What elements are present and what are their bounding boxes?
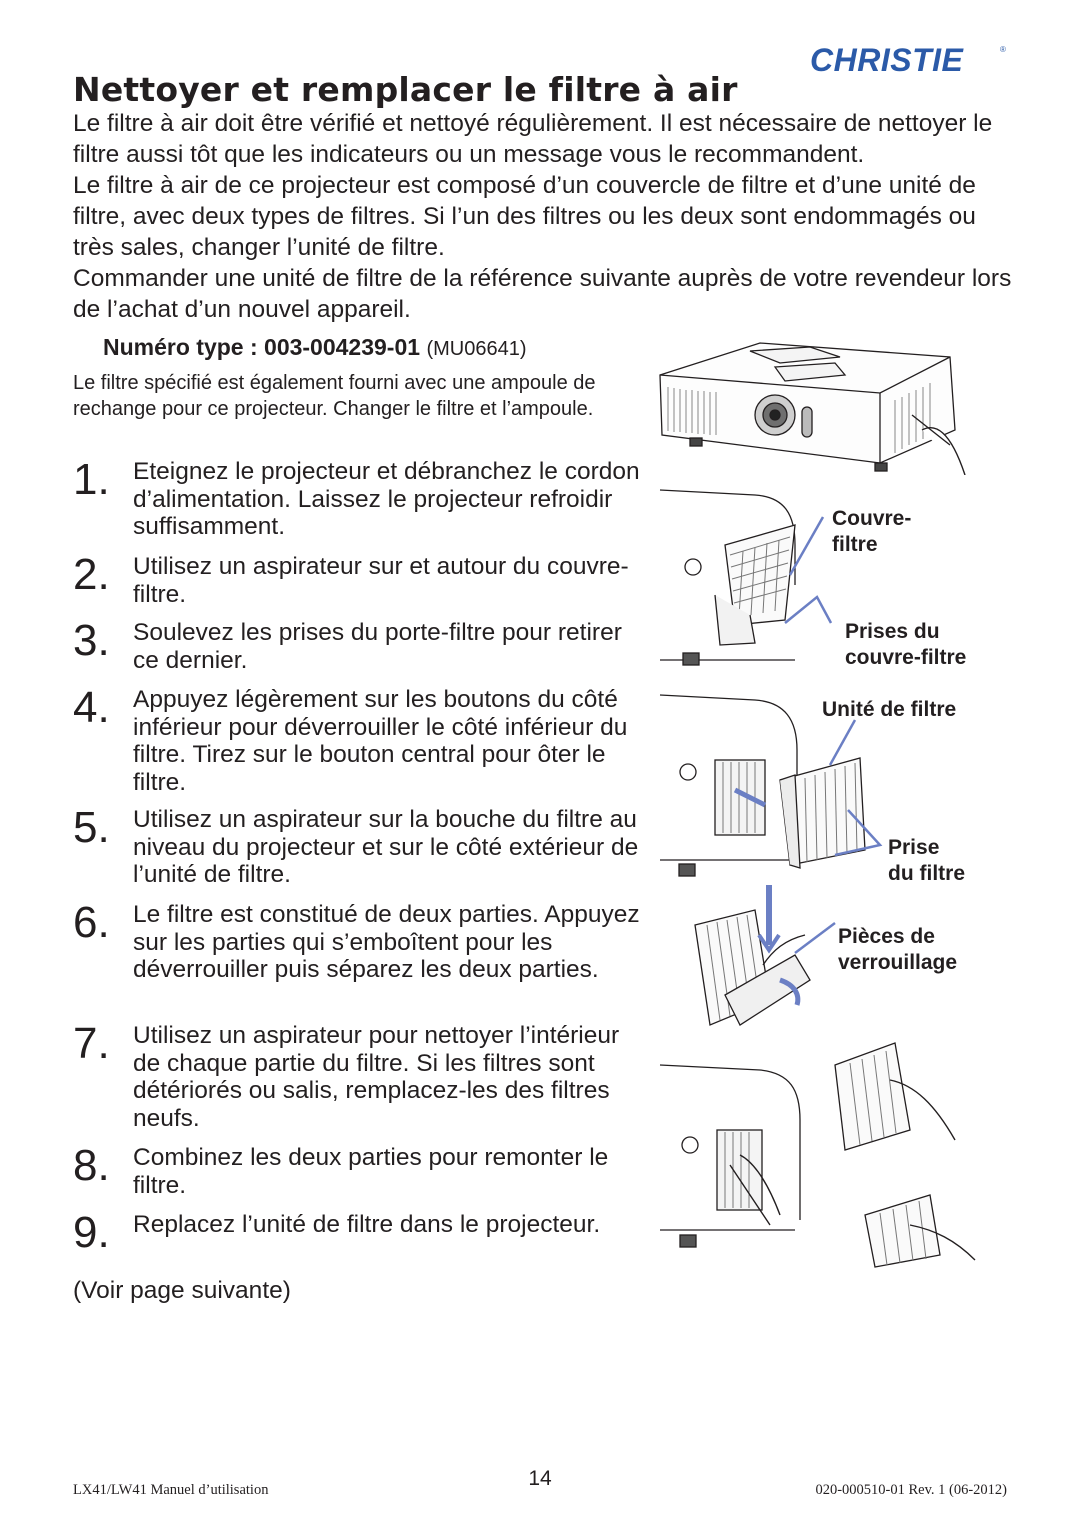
step-text: Utilisez un aspirateur sur et autour du couvre-filtre. <box>133 553 629 608</box>
step-number: 6. <box>73 898 110 947</box>
intro-paragraph-2: Le filtre à air de ce projecteur est composé d’un couvercle de filtre et d’une unité de filtre, avec deux types de filtres. Si l’un des filtres ou les deux sont endommagés ou très sales, changer l’unité de filtre. <box>73 172 976 261</box>
label-cover-line2: filtre <box>832 533 878 556</box>
step-text: Soulevez les prises du porte-filtre pour retirer ce dernier. <box>133 619 622 674</box>
label-filter-unit: Unité de filtre <box>822 698 957 721</box>
vacuum-cleaning-illustration <box>655 1035 985 1275</box>
step-number: 7. <box>73 1019 110 1068</box>
page-title: Nettoyer et remplacer le filtre à air <box>73 70 738 109</box>
step-text: Replacez l’unité de filtre dans le projecteur. <box>133 1211 601 1238</box>
projector-overview-illustration <box>650 335 980 475</box>
step-number: 3. <box>73 616 110 665</box>
step-text: Eteignez le projecteur et débranchez le cordon d’alimentation. Laissez le projecteur refroidir suffisamment. <box>133 458 640 540</box>
intro-paragraph-3: Commander une unité de filtre de la référence suivante auprès de votre revendeur lors de l’achat d’un nouvel appareil. <box>73 265 1012 323</box>
christie-logo <box>810 42 1010 76</box>
part-number <box>103 334 527 361</box>
logo-wordmark: CHRISTIE <box>810 42 964 76</box>
step-number: 9. <box>73 1208 110 1257</box>
step-number: 1. <box>73 455 110 504</box>
step-number: 4. <box>73 683 110 732</box>
label-knob-line2: du filtre <box>888 862 965 885</box>
step-text: Combinez les deux parties pour remonter le filtre. <box>133 1144 609 1199</box>
footer-manual-title: LX41/LW41 Manuel d’utilisation <box>73 1482 269 1498</box>
part-note: Le filtre spécifié est également fourni avec une ampoule de rechange pour ce projecteur. Changer le filtre et l’ampoule. <box>73 372 596 420</box>
label-tabs-line1: Prises du <box>845 620 940 643</box>
step-text: Le filtre est constitué de deux parties. Appuyez sur les parties qui s’emboîtent pour les déverrouiller puis séparez les deux parties. <box>133 901 640 983</box>
filter-separation-illustration <box>685 885 825 1035</box>
callout-line-lock <box>790 918 840 958</box>
part-number-model: (MU06641) <box>426 338 527 360</box>
callout-lines-unit <box>820 715 890 865</box>
step-number: 5. <box>73 803 110 852</box>
step-number: 8. <box>73 1141 110 1190</box>
label-knob-line1: Prise <box>888 836 940 859</box>
label-lock-line2: verrouillage <box>838 951 958 974</box>
intro-paragraph-1: Le filtre à air doit être vérifié et nettoyé régulièrement. Il est nécessaire de nettoyer le filtre aussi tôt que les indicateurs ou un message vous le recommandent. <box>73 110 993 168</box>
label-cover-line1: Couvre- <box>832 507 912 530</box>
step-number: 2. <box>73 550 110 599</box>
label-tabs-line2: couvre-filtre <box>845 646 967 669</box>
step-text: Utilisez un aspirateur sur la bouche du filtre au niveau du projecteur et sur le côté extérieur de l’unité de filtre. <box>133 806 639 888</box>
part-number-label: Numéro type : 003-004239-01 <box>103 334 421 360</box>
page-number: 14 <box>528 1467 552 1490</box>
svg-text:®: ® <box>1000 45 1006 54</box>
step-text: Appuyez légèrement sur les boutons du côté inférieur pour déverrouiller le côté inférieur du filtre. Tirez sur le bouton central pour ôter le filtre. <box>133 686 628 796</box>
step-text: Utilisez un aspirateur pour nettoyer l’intérieur de chaque partie du filtre. Si les filtres sont détériorés ou salis, remplacez-les des filtres neufs. <box>133 1022 620 1132</box>
continued-note: (Voir page suivante) <box>73 1277 291 1304</box>
label-lock-line1: Pièces de <box>838 925 935 948</box>
footer-doc-reference: 020-000510-01 Rev. 1 (06-2012) <box>815 1482 1007 1498</box>
